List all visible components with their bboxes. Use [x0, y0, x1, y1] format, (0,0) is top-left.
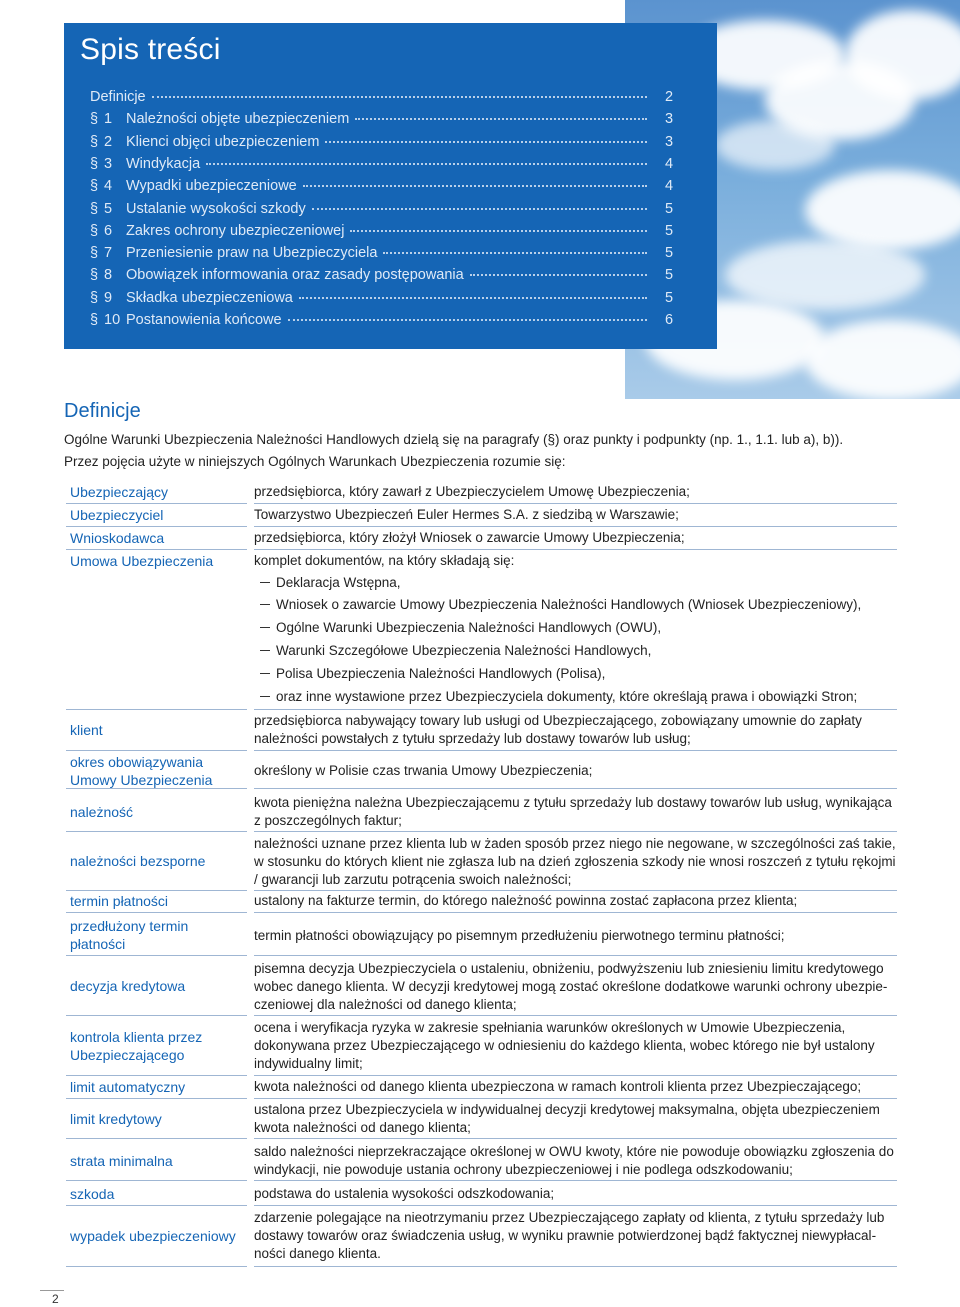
definition-divider — [254, 709, 897, 710]
subitem-text: Wniosek o zawarcie Umowy Ubezpieczenia Należności Handlowych (Wniosek Ubezpieczeniowy), — [276, 597, 862, 612]
term-divider — [66, 1205, 247, 1206]
toc-item-label: Składka ubezpieczeniowa — [126, 289, 293, 306]
toc-item-page: 3 — [665, 133, 674, 150]
toc-item-label: Zakres ochrony ubezpieczeniowej — [126, 222, 345, 239]
definition-divider — [254, 526, 897, 527]
toc-item-page: 5 — [665, 245, 674, 262]
definition-text: podstawa do ustalenia wysokości odszkodowania; — [254, 1186, 555, 1201]
toc-item-label: Postanowienia końcowe — [126, 312, 282, 328]
toc-item[interactable] — [90, 201, 673, 223]
toc-item-section-sign: § — [90, 222, 99, 239]
toc-item-leader — [383, 252, 647, 254]
toc-item-number: 10 — [104, 312, 121, 328]
toc-item[interactable] — [90, 267, 673, 289]
toc-item[interactable] — [90, 245, 673, 267]
table-of-contents — [64, 23, 717, 349]
toc-item-section-sign: § — [90, 245, 99, 262]
definition-divider — [254, 1098, 897, 1099]
definition-divider — [254, 912, 897, 913]
toc-item-section-sign: § — [90, 155, 99, 172]
toc-item-label: Wypadki ubezpieczeniowe — [126, 178, 297, 195]
definition-subitem — [260, 666, 605, 681]
toc-item-section-sign: § — [90, 111, 99, 128]
toc-item-page: 5 — [665, 200, 674, 217]
definition-term: Ubezpieczyciel — [70, 507, 164, 523]
dash-bullet — [260, 696, 270, 697]
toc-item[interactable] — [90, 223, 673, 245]
definition-subitem — [260, 620, 661, 635]
definition-term: strata minimalna — [70, 1153, 173, 1169]
definition-divider — [254, 1075, 897, 1076]
definition-subitem — [260, 575, 401, 590]
definition-text: zdarzenie polegające na nieotrzymaniu przez Ubezpieczającego zapłaty od klienta, z tytułu sprzedaży lub dostawy towarów oraz świadczenia usług, w wyniku prawnie potwierdzonej bądź faktycznej niewypłacalności danego klienta. — [254, 1210, 885, 1261]
definition-text: określony w Polisie czas trwania Umowy Ubezpieczenia; — [254, 763, 593, 778]
definition-subitem — [260, 597, 861, 612]
toc-item-leader — [152, 96, 647, 98]
definition-term: decyzja kredytowa — [70, 978, 186, 994]
toc-item[interactable] — [90, 312, 673, 334]
toc-item-section-sign: § — [90, 200, 99, 217]
dash-bullet — [260, 582, 270, 583]
definition-term: Wnioskodawca — [70, 530, 165, 546]
definition-divider — [254, 1205, 897, 1206]
toc-item-leader — [325, 141, 647, 143]
toc-item-leader — [312, 208, 647, 210]
toc-item[interactable] — [90, 89, 673, 111]
definition-term: wypadek ubezpieczeniowy — [70, 1228, 236, 1244]
definition-term: przedłużony termin płatności — [70, 918, 189, 952]
term-divider — [66, 1180, 247, 1181]
term-divider — [66, 1138, 247, 1139]
definition-term: okres obowiązywania Umowy Ubezpieczenia — [70, 754, 213, 788]
toc-item-leader — [355, 118, 647, 120]
subitem-text: Warunki Szczegółowe Ubezpieczenia Należności Handlowych, — [276, 643, 652, 658]
toc-item[interactable] — [90, 290, 673, 312]
toc-item-page: 4 — [665, 178, 674, 195]
definition-text: przedsiębiorca nabywający towary lub usługi od Ubezpieczającego, zobowiązany umownie do zapłaty należności powstałych z tytułu sprzedaży lub dostawy towarów lub usług; — [254, 713, 862, 746]
toc-item-label: Obowiązek informowania oraz zasady postępowania — [126, 267, 464, 284]
definition-text: należności uznane przez klienta lub w żaden sposób przez niego nie negowane, w szczególności zaś takie, w stosunku do których klient nie zgłasza lub na dzień zgłoszenia szkody nie wnosi roszczeń z tytułu rękojmi / gwarancji lub zarzutu potrącenia swoich należności; — [254, 836, 896, 887]
toc-item-page: 5 — [665, 267, 674, 284]
term-divider — [66, 831, 247, 832]
definition-term: Ubezpieczający — [70, 484, 169, 500]
term-divider — [66, 890, 247, 891]
definition-text: pisemna decyzja Ubezpieczyciela o ustaleniu, obniżeniu, podwyższeniu lub zniesieniu limitu kredytowego wobec danego klienta. W decyzji kredytowej mogą zostać określone dodatkowe warunki ochrony ubezpieczeniowej dla należności od danego klienta; — [254, 961, 888, 1012]
definition-text: ustalony na fakturze termin, do którego należność powinna zostać zapłacona przez klienta; — [254, 893, 798, 908]
subitem-text: Ogólne Warunki Ubezpieczenia Należności Handlowych (OWU), — [276, 620, 662, 635]
definitions-intro-1: Ogólne Warunki Ubezpieczenia Należności Handlowych dzielą się na paragrafy (§) oraz punkty i podpunkty (np. 1., 1.1. lub a), b)). — [64, 432, 844, 447]
subitem-text: Polisa Ubezpieczenia Należności Handlowych (Polisa), — [276, 666, 606, 681]
toc-item-page: 5 — [665, 289, 674, 306]
toc-title: Spis treści — [80, 33, 221, 66]
definition-divider — [254, 1015, 897, 1016]
toc-item-number: 2 — [104, 133, 113, 150]
definition-text: saldo należności nieprzekraczające określonej w OWU kwoty, które nie powoduje obowiązku zgłoszenia do windykacji, nie powoduje ustania ochrony ubezpieczeniowej i nie podlega odszkodowaniu; — [254, 1144, 894, 1177]
definition-text: Towarzystwo Ubezpieczeń Euler Hermes S.A. z siedzibą w Warszawie; — [254, 507, 679, 522]
definition-term: należności bezsporne — [70, 853, 206, 869]
term-divider — [66, 955, 247, 956]
toc-item-number: 8 — [104, 267, 113, 284]
toc-item[interactable] — [90, 111, 673, 133]
definition-term: termin płatności — [70, 893, 169, 909]
toc-item-leader — [350, 230, 647, 232]
definition-divider — [254, 549, 897, 550]
toc-item-label: Ustalanie wysokości szkody — [126, 200, 306, 217]
term-divider — [66, 1266, 247, 1267]
definition-divider — [254, 831, 897, 832]
toc-item-number: 3 — [104, 155, 113, 172]
definition-text: ustalona przez Ubezpieczyciela w indywidualnej decyzji kredytowej maksymalna, objęta ubezpieczeniem kwota należności od danego klienta; — [254, 1102, 880, 1135]
definition-divider — [254, 1266, 897, 1267]
toc-item-page: 4 — [665, 155, 674, 172]
definition-text: ocena i weryfikacja ryzyka w zakresie spełniania warunków określonych w Umowie Ubezpieczenia, dokonywana przez Ubezpieczającego w odniesieniu do każdego klienta, wobec którego nie był ustalony indywidualny limit; — [254, 1020, 875, 1071]
definition-term: Umowa Ubezpieczenia — [70, 553, 214, 569]
toc-item-page: 6 — [665, 312, 674, 328]
dash-bullet — [260, 604, 270, 605]
definition-divider — [254, 750, 897, 751]
term-divider — [66, 1075, 247, 1076]
definition-term: szkoda — [70, 1186, 115, 1202]
term-divider — [66, 526, 247, 527]
dash-bullet — [260, 627, 270, 628]
definition-subitem — [260, 689, 857, 704]
toc-item-leader — [299, 297, 647, 299]
toc-item-label: Definicje — [90, 89, 146, 105]
term-divider — [66, 912, 247, 913]
definition-text: termin płatności obowiązujący po pisemnym przedłużeniu pierwotnego terminu płatności; — [254, 928, 785, 943]
definition-divider — [254, 890, 897, 891]
subitem-text: oraz inne wystawione przez Ubezpieczyciela dokumenty, które określają prawa i obowiązki Stron; — [276, 689, 858, 704]
toc-item-number: 6 — [104, 222, 113, 239]
definition-divider — [254, 955, 897, 956]
toc-item-page: 2 — [665, 89, 674, 105]
term-divider — [66, 549, 247, 550]
toc-item-page: 5 — [665, 222, 674, 239]
toc-item-leader — [288, 319, 647, 321]
definition-term: limit automatyczny — [70, 1079, 186, 1095]
toc-item-leader — [303, 185, 647, 187]
definition-divider — [254, 1138, 897, 1139]
toc-item[interactable] — [90, 134, 673, 156]
term-divider — [66, 503, 247, 504]
toc-item[interactable] — [90, 156, 673, 178]
definition-term: należność — [70, 804, 134, 820]
subitem-text: Deklaracja Wstępna, — [276, 575, 401, 590]
definitions-heading: Definicje — [64, 400, 141, 422]
definition-divider — [254, 503, 897, 504]
definition-term: kontrola klienta przez Ubezpieczającego — [70, 1029, 203, 1063]
definition-text: przedsiębiorca, który zawarł z Ubezpieczycielem Umowę Ubezpieczenia; — [254, 484, 690, 499]
toc-item-number: 1 — [104, 111, 113, 128]
definitions-intro-2: Przez pojęcia użyte w niniejszych Ogólnych Warunkach Ubezpieczenia rozumie się: — [64, 454, 566, 469]
toc-item-section-sign: § — [90, 312, 99, 328]
footer-rule — [40, 1290, 64, 1291]
toc-item-leader — [206, 163, 647, 165]
toc-item-number: 4 — [104, 178, 113, 195]
toc-item-label: Przeniesienie praw na Ubezpieczyciela — [126, 245, 378, 262]
definition-text: przedsiębiorca, który złożył Wniosek o zawarcie Umowy Ubezpieczenia; — [254, 530, 685, 545]
page-number: 2 — [52, 1292, 59, 1306]
term-divider — [66, 1098, 247, 1099]
definition-text: komplet dokumentów, na który składają się: — [254, 553, 515, 568]
toc-item-number: 5 — [104, 200, 113, 217]
toc-item[interactable] — [90, 178, 673, 200]
toc-item-section-sign: § — [90, 289, 99, 306]
term-divider — [66, 1015, 247, 1016]
toc-item-section-sign: § — [90, 133, 99, 150]
definition-text: kwota należności od danego klienta ubezpieczona w ramach kontroli klienta przez Ubezpieczającego; — [254, 1079, 862, 1094]
term-divider — [66, 750, 247, 751]
term-divider — [66, 709, 247, 710]
definition-text: kwota pieniężna należna Ubezpieczającemu z tytułu sprzedaży lub dostawy towarów lub usług, wynikająca z poszczególnych faktur; — [254, 795, 892, 828]
dash-bullet — [260, 673, 270, 674]
toc-item-section-sign: § — [90, 178, 99, 195]
dash-bullet — [260, 650, 270, 651]
toc-item-leader — [470, 274, 647, 276]
toc-item-label: Klienci objęci ubezpieczeniem — [126, 133, 320, 150]
toc-item-page: 3 — [665, 111, 674, 128]
definition-divider — [254, 788, 897, 789]
definition-subitem — [260, 643, 651, 658]
toc-item-number: 7 — [104, 245, 113, 262]
toc-item-section-sign: § — [90, 267, 99, 284]
toc-item-number: 9 — [104, 289, 113, 306]
definition-term: klient — [70, 722, 103, 738]
term-divider — [66, 788, 247, 789]
toc-item-label: Windykacja — [126, 155, 201, 172]
definition-term: limit kredytowy — [70, 1111, 162, 1127]
definition-divider — [254, 1180, 897, 1181]
toc-item-label: Należności objęte ubezpieczeniem — [126, 111, 350, 128]
